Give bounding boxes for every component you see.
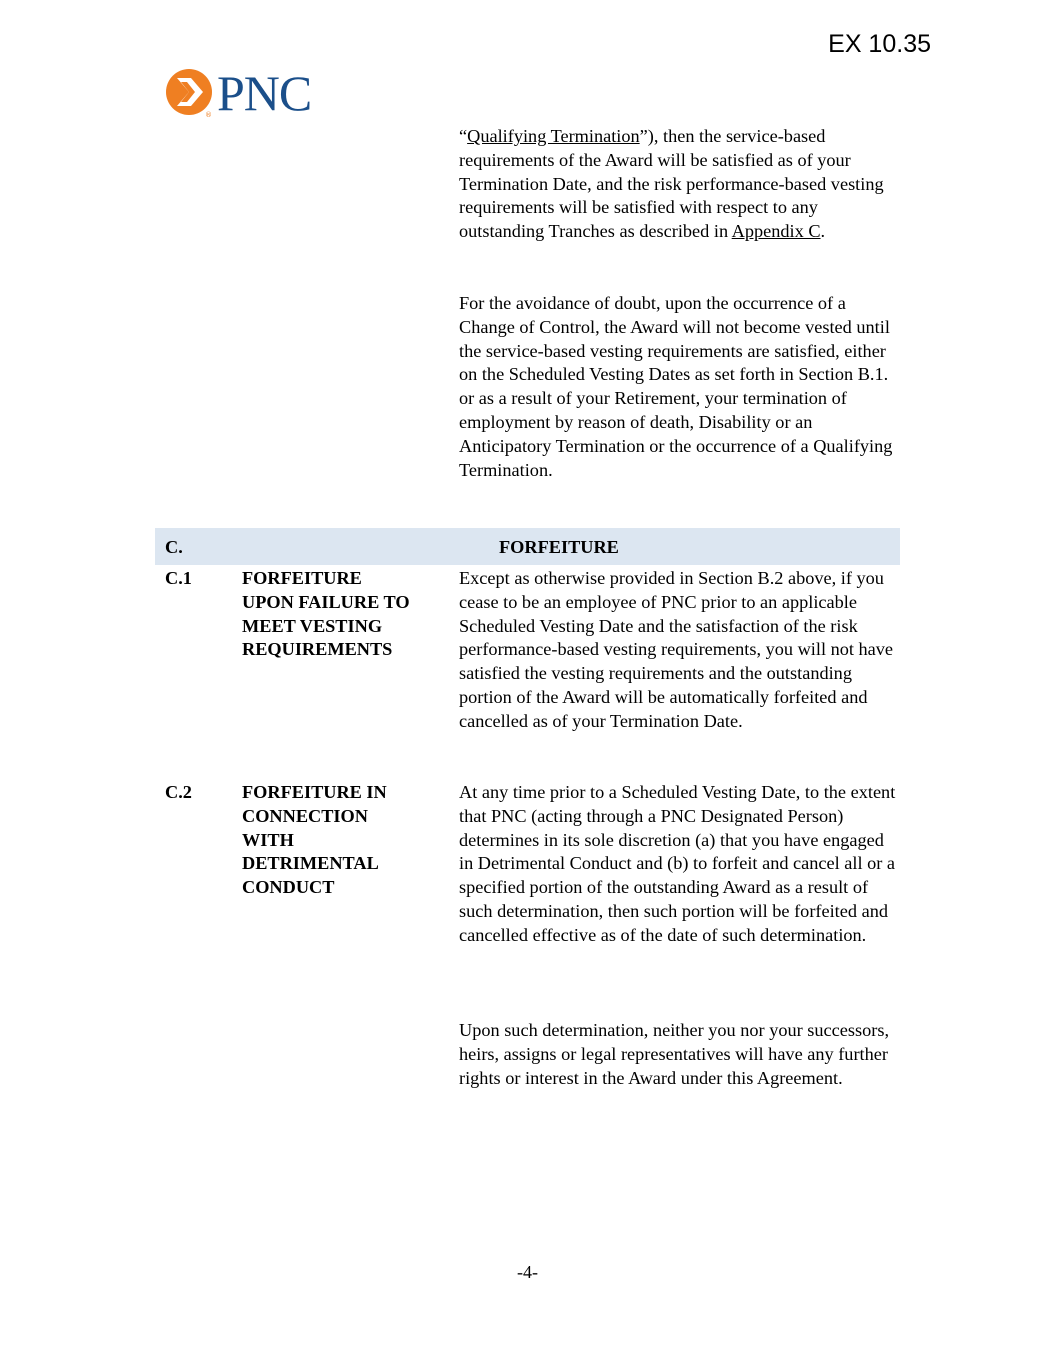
continuation-paragraph-1-body: ”), then the service-based requirements of the Award will be satisfied as of your Termination Date, and the risk performance-based vesting requirements will be satisfied with respect to any outstanding Tranches as described in <box>459 126 884 242</box>
subsection-c1-number: C.1 <box>165 568 192 588</box>
subsection-c1-title: FORFEITURE UPON FAILURE TO MEET VESTING REQUIREMENTS <box>242 568 410 660</box>
section-header-bar <box>155 528 900 565</box>
subsection-c1-paragraph: Except as otherwise provided in Section B.2 above, if you cease to be an employee of PNC prior to an applicable Scheduled Vesting Date and the satisfaction of the risk performance-based vesting requirements, you will not have satisfied the vesting requirements and the outstanding portion of the Award will be automatically forfeited and cancelled as of your Termination Date. <box>459 568 894 731</box>
pnc-logo-text: PNC <box>217 65 312 121</box>
continuation-paragraph-1 <box>459 125 899 244</box>
continuation-paragraph-1-end: . <box>820 221 826 242</box>
appendix-c-reference: Appendix C <box>731 221 821 242</box>
subsection-c2-title: FORFEITURE IN CONNECTION WITH DETRIMENTAL CONDUCT <box>242 782 387 898</box>
page-number: -4- <box>517 1262 538 1282</box>
continuation-paragraph-2: For the avoidance of doubt, upon the occurrence of a Change of Control, the Award will not become vested until the service-based vesting requirements are satisfied, either on the Scheduled Vesting Dates as set forth in Section B.1. or as a result of your Retirement, your termination of employment by reason of death, Disability or an Anticipatory Termination or the occurrence of a Qualifying Termination. <box>459 293 893 480</box>
subsection-c2-paragraph-2: Upon such determination, neither you nor your successors, heirs, assigns or legal representatives will have any further rights or interest in the Award under this Agreement. <box>459 1020 890 1088</box>
section-title: FORFEITURE <box>499 537 619 557</box>
defined-term-qualifying-termination: Qualifying Termination <box>467 126 640 146</box>
exhibit-number: EX 10.35 <box>828 30 931 58</box>
open-quote: “ <box>459 126 468 146</box>
subsection-c2-paragraph-1: At any time prior to a Scheduled Vesting Date, to the extent that PNC (acting through a PNC Designated Person) determines in its sole discretion (a) that you have engaged in Detrimental Conduct and (b) to forfeit and cancel all or a specified portion of the outstanding Award as a result of such determination, then such portion will be forfeited and cancelled effective as of the date of such determination. <box>459 782 896 945</box>
pnc-logo-icon <box>165 68 215 118</box>
pnc-logo <box>165 65 312 121</box>
svg-text:®: ® <box>205 111 212 118</box>
subsection-c2-number: C.2 <box>165 782 192 802</box>
section-number: C. <box>165 537 183 557</box>
